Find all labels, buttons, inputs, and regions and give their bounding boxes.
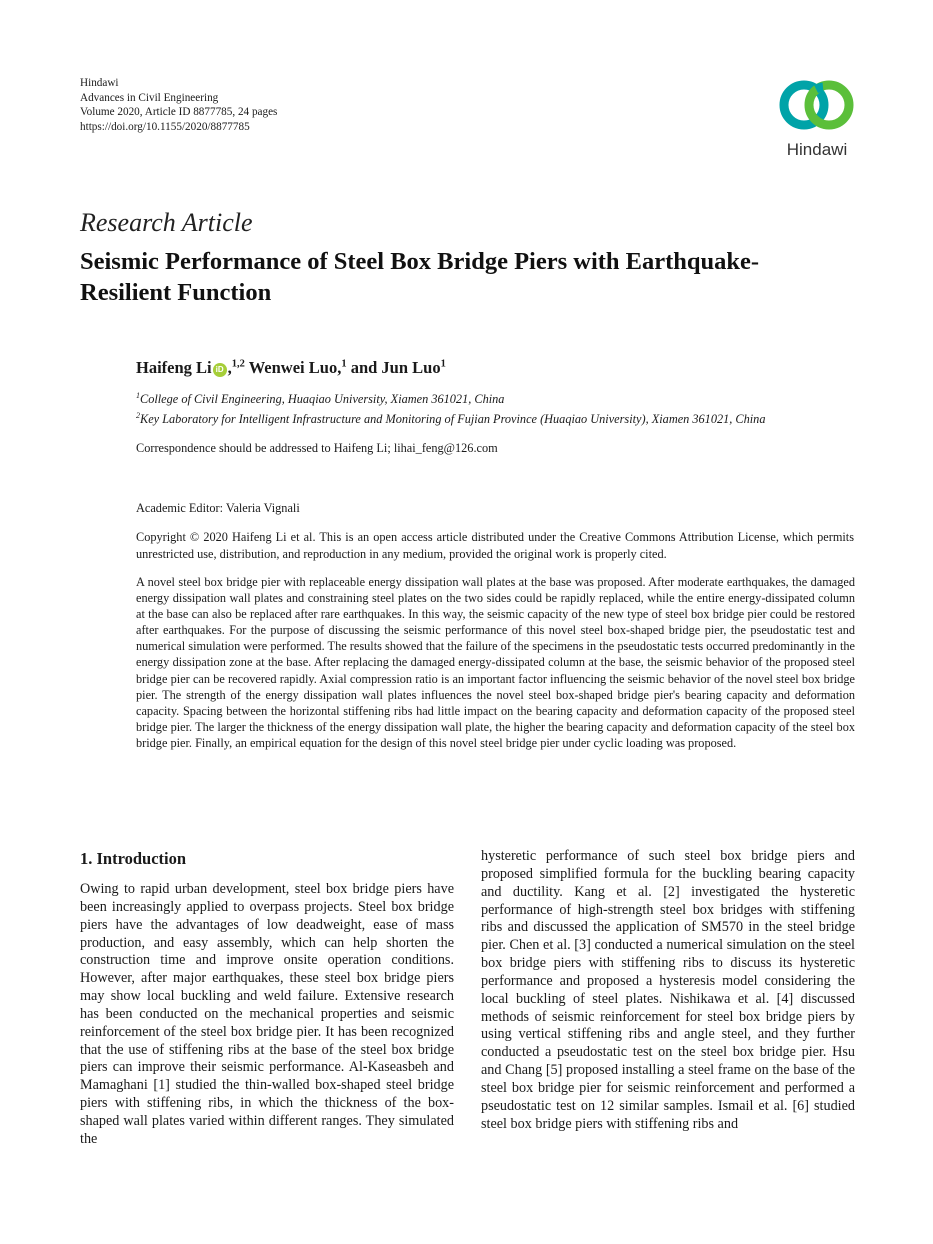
page-title: Seismic Performance of Steel Box Bridge Piers with Earthquake-Resilient Function <box>80 248 760 306</box>
author-affiliation-ref: 1,2 <box>231 358 245 370</box>
hindawi-logo <box>772 76 862 160</box>
correspondence: Correspondence should be addressed to Haifeng Li; lihai_feng@126.com <box>136 441 498 455</box>
section-heading <box>80 849 186 869</box>
article-meta <box>80 76 277 134</box>
author-affiliation-ref: 1 <box>341 358 347 370</box>
affiliation-number: 2 <box>136 411 140 420</box>
volume-info: Volume 2020, Article ID 8877785, 24 pages <box>80 106 278 119</box>
body-text-left-column: Owing to rapid urban development, steel box bridge piers have been increasingly applied to overpass projects. Steel box bridge piers have the advantages of low deadweight, ease of mass production, and easy assembly, which can help shorten the construction time and improve onsite operation conditions. However, after major earthquakes, these steel box bridge piers may show local buckling and weld failure. Extensive research has been conducted on the mechanical properties and seismic reinforcement of the steel box bridge pier. It has been recognized that the use of stiffening ribs at the base of the steel box bridge piers can improve their seismic performance. Al-Kaseasbeh and Mamaghani [1] studied the thin-walled box-shaped steel bridge piers with stiffening ribs, in which the thickness of the box-shaped wall plates varied within different ranges. They simulated the <box>80 881 454 1147</box>
section-number: 1. <box>80 849 93 868</box>
affiliation-number: 1 <box>136 391 140 400</box>
academic-editor: Academic Editor: Valeria Vignali <box>136 501 300 515</box>
copyright-notice: Copyright © 2020 Haifeng Li et al. This is an open access article distributed under the Creative Commons Attribution License, which permits unrestricted use, distribution, and reproduction in any medium, provided the original work is properly cited. <box>136 530 854 561</box>
hindawi-rings-icon <box>772 76 862 138</box>
author-name[interactable]: and Jun Luo <box>350 358 441 377</box>
affiliation <box>136 411 765 427</box>
journal-name: Advances in Civil Engineering <box>80 91 219 104</box>
affiliation-text: College of Civil Engineering, Huaqiao University, Xiamen 361021, China <box>140 392 505 407</box>
author-list: Haifeng Li iD ,$^{1,2}$ Wenwei Luo,$^1$ and Jun Luo$^1$ <box>136 358 446 377</box>
author-name[interactable]: Wenwei Luo, <box>248 358 342 377</box>
orcid-icon[interactable]: iD <box>213 363 227 377</box>
affiliation-text: Key Laboratory for Intelligent Infrastructure and Monitoring of Fujian Province (Huaqiao University), Xiamen 361021, China <box>140 412 766 427</box>
abstract: A novel steel box bridge pier with replaceable energy dissipation wall plates at the base was proposed. After moderate earthquakes, the damaged energy dissipation wall plates and constraining steel plates on the two sides could be rapidly replaced, while the entire energy-dissipated column at the base can also be replaced after rare earthquakes. In this way, the seismic capacity of the new type of steel box bridge pier could be restored after earthquakes. For the purpose of discussing the seismic performance of this novel steel box-shaped bridge pier, the pseudostatic test and numerical simulation were performed. The results showed that the failure of the specimens in the pseudostatic tests occurred predominantly in the energy dissipation zone at the base. After replacing the damaged energy-dissipated column at the base, the seismic behavior of the proposed steel bridge pier can be recovered rapidly. Axial compression ratio is an important factor influencing the seismic behavior of the novel steel box bridge pier. The strength of the energy dissipation wall plates influences the novel steel box-shaped bridge pier's bearing capacity and deformation capacity. Spacing between the horizontal stiffening ribs had little impact on the bearing capacity and deformation capacity of the proposed steel bridge pier. The larger the thickness of the energy dissipation wall plate, the higher the bearing capacity and deformation capacity of the steel box bridge pier. Finally, an empirical equation for the design of this novel steel bridge pier under cyclic loading was proposed. <box>136 575 855 750</box>
section-title: Introduction <box>96 849 187 868</box>
author-affiliation-ref: 1 <box>440 358 446 370</box>
publisher-name: Hindawi <box>80 77 119 89</box>
doi-link[interactable]: https://doi.org/10.1155/2020/8877785 <box>80 120 250 133</box>
logo-wordmark: Hindawi <box>786 140 848 159</box>
article-type: Research Article <box>80 208 253 237</box>
affiliation <box>136 391 504 407</box>
body-text-right-column: hysteretic performance of such steel box bridge piers and proposed simplified formula for the buckling bearing capacity and ductility. Kang et al. [2] investigated the hysteretic performance of high-strength steel box bridges with stiffening ribs and discussed the application of SM570 in the steel bridge pier. Chen et al. [3] conducted a numerical simulation on the steel box bridge piers with stiffening ribs to discuss its hysteretic performance and proposed a hysteresis model considering the local buckling of steel plates. Nishikawa et al. [4] discussed methods of seismic reinforcement for steel box bridge piers by using vertical stiffening ribs and angle steel, and they further conducted a pseudostatic test on the steel box bridge pier. Hsu and Chang [5] proposed installing a steel frame on the base of the steel box bridge pier for seismic reinforcement and performed a pseudostatic test on 12 similar samples. Ismail et al. [6] studied steel box bridge piers with stiffening ribs and <box>481 848 855 1132</box>
author-name[interactable]: Haifeng Li <box>136 358 212 377</box>
